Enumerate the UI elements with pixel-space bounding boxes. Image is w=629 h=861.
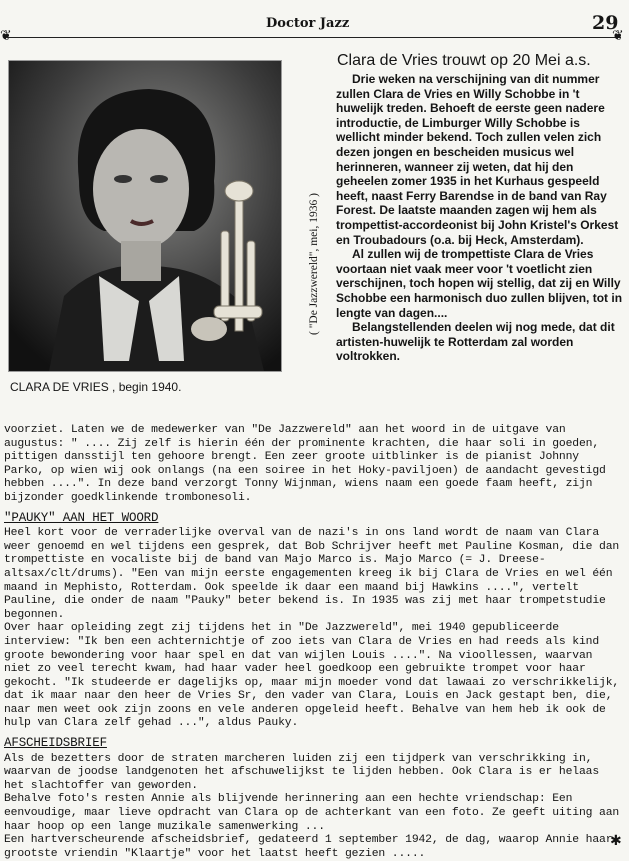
section-heading-pauky: "PAUKY" AAN HET WOORD <box>4 510 159 525</box>
photo-caption: CLARA DE VRIES , begin 1940. <box>10 380 182 394</box>
section-heading-afscheidsbrief: AFSCHEIDSBRIEF <box>4 736 107 751</box>
article-title: Clara de Vries trouwt op 20 Mei a.s. <box>337 52 591 69</box>
header-rule <box>6 37 621 38</box>
page-header <box>0 12 629 42</box>
body-paragraph: Over haar opleiding zegt zij tijdens het in "De Jazzwereld", mei 1940 gepubliceerde interview: "Ik ben een achternichtje of zoo iets van Clara de Vries en had reeds als kind groote bewondering voor haar spel en dat van wijlen Louis ....". Na vioollessen, waarvan niet zo veel terecht kwam, had haar vader heel goedkoop een gebruikte trompet voor haar gekocht. "Ik studeerde er dagelijks op, maar mijn moeder vond dat lawaai zo verschrikkelijk, dat ik maar naar den heer de Vries Sr, den vader van Clara, Louis en Jack gestapt ben, die, naar men weet ook zijn zoons en vele anderen opgeleid heeft. Behalve van hem heb ik ook de hulp van Clara zelf gehad ...", aldus Pauky. <box>4 622 620 730</box>
body-paragraph: Als de bezetters door de straten marcheren luiden zij een tijdperk van verschrikking in, waarvan de joodse landgenoten het afschuwelijkst te lijden hebben. Ook Clara is er helaas het slachtoffer van geworden. <box>4 752 600 792</box>
article-paragraph: Drie weken na verschijning van dit nummer zullen Clara de Vries en Willy Schobbe in 't huwelijk treden. Behoeft de eerste geen nadere introductie, de Limburger Willy Schobbe is wellicht minder bekend. Toch zullen velen zich dezen jongen en bescheiden musicus wel herinneren, wanneer zij weten, dat hij den geheelen zomer 1935 in het Kurhaus gespeeld heeft, naast Ferry Barendse in de band van Ray Forest. De laatste maanden zagen wij hem als trompettist-accordeonist bij John Kristel's Orkest en Troubadours (o.a. bij Heck, Amsterdam). <box>336 72 619 247</box>
page-number: 29 <box>592 12 619 34</box>
rule-ornament-icon: ❦ <box>612 29 624 44</box>
portrait-photo <box>8 60 282 372</box>
article-body <box>336 72 624 364</box>
photo-credit: ( "De Jazzwereld", mei, 1936 ) <box>308 193 320 335</box>
article-paragraph: Belangstellenden deelen wij nog mede, dat dit artisten-huwelijk te Rotterdam zal worden voltrokken. <box>336 320 615 364</box>
article-paragraph: Al zullen wij de trompettiste Clara de Vries voortaan niet vaak meer voor 't voetlicht zien verschijnen, toch hopen wij stellig, dat zij en Willy Schobbe een harmonisch duo zullen blijven, tot in lengte van dagen.... <box>336 247 623 320</box>
star-icon: ✱ <box>610 834 622 849</box>
body-paragraph: Behalve foto's resten Annie als blijvende herinnering aan een hechte vriendschap: Een eenvoudige, maar lieve opdracht van Clara op de achterkant van een foto. Ze geeft uiting aan haar hoop op een lange muzikale samenwerking ... <box>4 793 620 833</box>
rule-ornament-icon: ❦ <box>0 29 12 44</box>
main-text <box>4 424 624 861</box>
body-paragraph: Een hartverscheurende afscheidsbrief, gedateerd 1 september 1942, de dag, waarop Annie haar grootste vriendin "Klaartje" voor het laatst heeft gezien ..... <box>4 834 613 860</box>
intro-paragraph: voorziet. Laten we de medewerker van "De Jazzwereld" aan het woord in de uitgave van augustus: " .... Zij zelf is hierin één der prominente krachten, die haar soli in goeden, pittigen dansstijl ten gehoore brengt. Een zeer groote uitblinker is de pianist Johnny Parko, op wien wij ook onlangs (na een soiree in het Hoky-paviljoen) de aandacht gevestigd hebben ....". In deze band verzorgt Tonny Wijnman, wiens naam een goede faam heeft, zijn bijzonder goedklinkende trombonesoli. <box>4 424 606 504</box>
magazine-title: Doctor Jazz <box>266 16 350 31</box>
body-paragraph: Heel kort voor de verraderlijke overval van de nazi's in ons land wordt de naam van Clara weer genoemd en wel tijdens een gesprek, dat Bob Schrijver heeft met Pauline Kosman, die dan trompettiste en vocaliste bij de band van Majo Marco is. Majo Marco (= J. Dreese- altsax/clt/drums). "Een van mijn eerste engagementen kreeg ik bij Clara de Vries en wel één maand in Mephisto, Rotterdam. Ook speelde ik daar een maand bij Hawkins ....", vertelt Pauline, die onder de naam "Pauky" beter bekend is. In 1935 was zij met haar trompetstudie begonnen. <box>4 527 620 621</box>
